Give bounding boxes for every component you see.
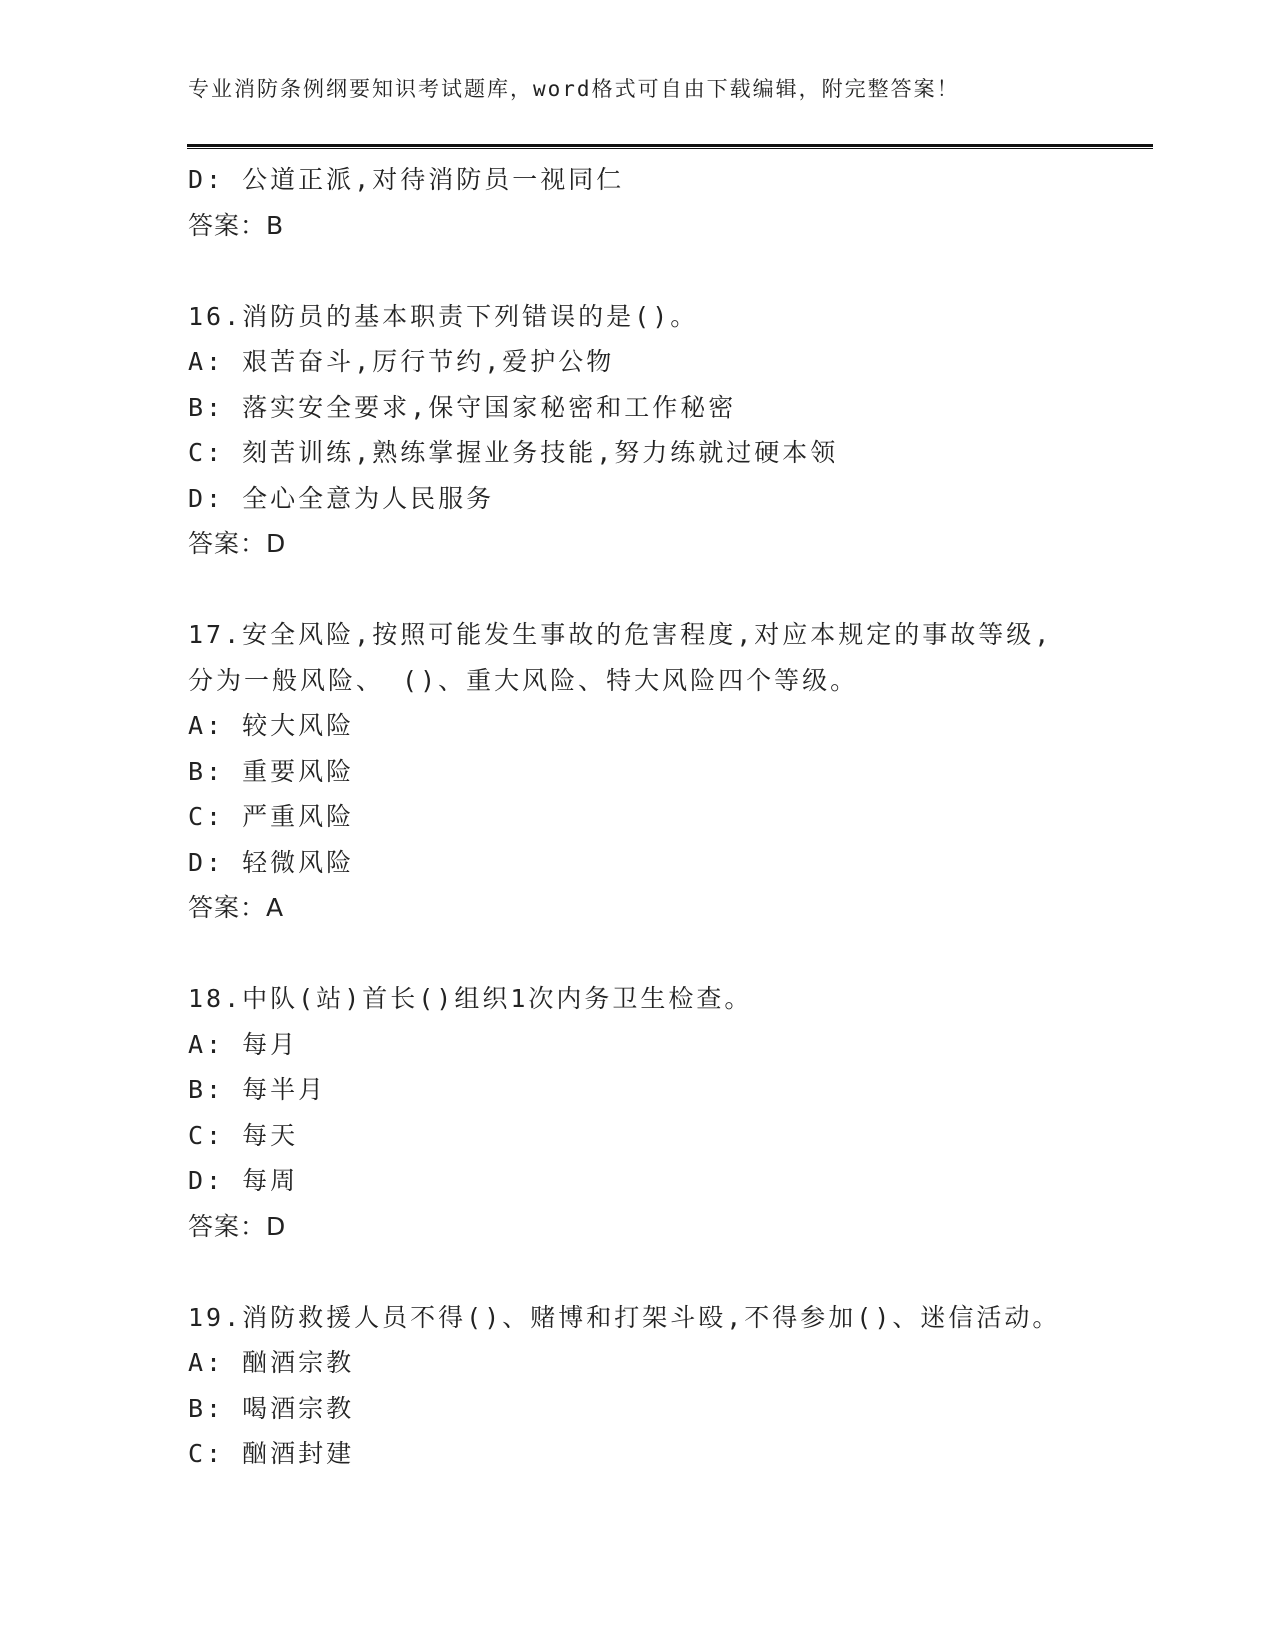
question-text: 19.消防救援人员不得()、赌博和打架斗殴,不得参加()、迷信活动。: [188, 1302, 1061, 1332]
question-text: 17.安全风险,按照可能发生事故的危害程度,对应本规定的事故等级,: [188, 620, 1053, 649]
page-header: 专业消防条例纲要知识考试题库，word格式可自由下载编辑，附完整答案！: [188, 77, 960, 101]
question-16: [188, 294, 1148, 567]
spacer: [188, 248, 1148, 294]
spacer: [188, 1249, 1148, 1295]
option-c: C: 酗酒封建: [188, 1439, 355, 1468]
option-d: D: 公道正派,对待消防员一视同仁: [188, 165, 625, 194]
option-a: A: 较大风险: [188, 711, 355, 740]
option-b: B: 喝酒宗教: [188, 1393, 355, 1423]
header-divider: [187, 144, 1153, 149]
question-text: 18.中队(站)首长()组织1次内务卫生检查。: [188, 984, 753, 1013]
option-d: D: 全心全意为人民服务: [188, 483, 495, 513]
option-d: D: 轻微风险: [188, 847, 355, 877]
question-19: [188, 1295, 1148, 1477]
question-text: 16.消防员的基本职责下列错误的是()。: [188, 301, 699, 331]
question-content: [188, 157, 1148, 1477]
spacer: [188, 567, 1148, 613]
answer-line: 答案：B: [188, 210, 285, 240]
spacer: [188, 931, 1148, 977]
question-text-continued: 分为一般风险、 ()、重大风险、特大风险四个等级。: [188, 665, 859, 695]
question-17: [188, 612, 1148, 931]
answer-line: 答案：D: [188, 1211, 287, 1241]
option-a: A: 酗酒宗教: [188, 1348, 355, 1377]
option-c: C: 刻苦训练,熟练掌握业务技能,努力练就过硬本领: [188, 438, 839, 467]
option-b: B: 重要风险: [188, 756, 355, 786]
option-d: D: 每周: [188, 1166, 299, 1195]
question-18: [188, 976, 1148, 1249]
answer-line: 答案：D: [188, 529, 287, 558]
question-15-continued: [188, 157, 1148, 248]
option-b: B: 每半月: [188, 1075, 327, 1104]
option-b: B: 落实安全要求,保守国家秘密和工作秘密: [188, 392, 737, 422]
option-a: A: 艰苦奋斗,厉行节约,爱护公物: [188, 347, 615, 376]
answer-line: 答案：A: [188, 893, 285, 922]
option-a: A: 每月: [188, 1029, 299, 1059]
option-c: C: 严重风险: [188, 802, 355, 831]
option-c: C: 每天: [188, 1120, 299, 1150]
